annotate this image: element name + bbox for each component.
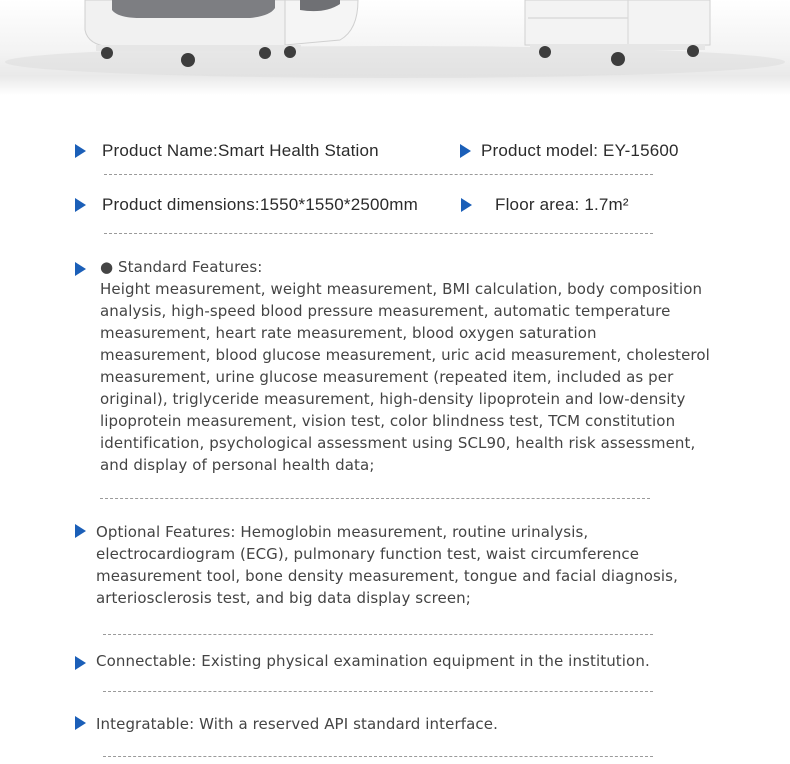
bullet-arrow-icon <box>75 716 86 730</box>
optional-features: Optional Features: Hemoglobin measurement, routine urinalysis, electrocardiogram (ECG), pulmonary function test, waist circumference measurement tool, bone density measurement, tongue and facial diagnosis, arteriosclerosis test, and big data display screen; <box>96 523 678 607</box>
bullet-arrow-icon <box>460 144 471 158</box>
divider <box>104 174 653 175</box>
product-photo <box>0 0 790 95</box>
spec-product-name <box>75 141 379 161</box>
standard-features <box>100 256 710 476</box>
product-model-label: Product model: EY-15600 <box>481 141 679 160</box>
health-station-image <box>0 0 790 95</box>
bullet-arrow-icon <box>75 198 86 212</box>
bullet-arrow-icon <box>75 144 86 158</box>
connectable-text: Connectable: Existing physical examination equipment in the institution. <box>96 652 650 670</box>
divider <box>103 691 653 692</box>
product-dimensions-label: Product dimensions:1550*1550*2500mm <box>102 195 419 214</box>
divider <box>103 634 653 635</box>
spec-product-dimensions <box>75 195 418 215</box>
integratable-text: Integratable: With a reserved API standard interface. <box>96 715 498 733</box>
bullet-arrow-icon <box>75 524 86 538</box>
standard-features-heading: ● Standard Features: <box>100 258 263 276</box>
product-name-label: Product Name:Smart Health Station <box>102 141 379 160</box>
divider <box>103 756 653 757</box>
bullet-arrow-icon <box>461 198 472 212</box>
floor-area-label: Floor area: 1.7m² <box>495 195 629 214</box>
spec-product-model <box>460 141 679 161</box>
divider <box>104 233 653 234</box>
standard-features-body: Height measurement, weight measurement, BMI calculation, body composition analysis, high-speed blood pressure measurement, automatic temperature measurement, heart rate measurement, blood oxygen saturation measurement, blood glucose measurement, uric acid measurement, cholesterol measurement, urine glucose measurement (repeated item, included as per original), triglyceride measurement, high-density lipoprotein and low-density lipoprotein measurement, vision test, color blindness test, TCM constitution identification, psychological assessment using SCL90, health risk assessment, and display of personal health data; <box>100 280 710 474</box>
bullet-arrow-icon <box>75 262 86 276</box>
spec-floor-area <box>461 195 629 215</box>
divider <box>100 498 650 499</box>
bullet-arrow-icon <box>75 656 86 670</box>
